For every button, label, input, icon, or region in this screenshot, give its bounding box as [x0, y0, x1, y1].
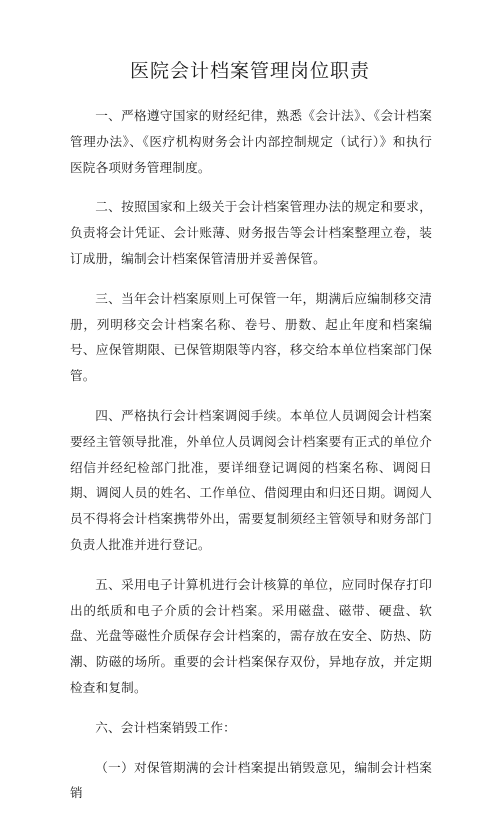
paragraph-7: （一）对保管期满的会计档案提出销毁意见，编制会计档案销 [70, 759, 432, 801]
paragraph-2: 二、按照国家和上级关于会计档案管理办法的规定和要求，负责将会计凭证、会计账薄、财务报告等会计档案整理立卷，装订成册，编制会计档案保管清册并妥善保管。 [70, 199, 432, 266]
paragraph-6: 六、会计档案销毁工作： [95, 719, 236, 735]
document-body [70, 103, 432, 820]
paragraph-1: 一、严格遵守国家的财经纪律，熟悉《会计法》、《会计档案管理办法》、《医疗机构财务会计内部控制规定（试行）》和执行医院各项财务管理制度。 [70, 108, 432, 175]
document-title: 医院会计档案管理岗位职责 [129, 60, 370, 82]
paragraph-5: 五、采用电子计算机进行会计核算的单位，应同时保存打印出的纸质和电子介质的会计档案。采用磁盘、磁带、硬盘、软盘、光盘等磁性介质保存会计档案的，需存放在安全、防热、防潮、防磁的场所。重要的会计档案保存双份，异地存放，并定期检查和复制。 [70, 576, 432, 695]
paragraph-4: 四、严格执行会计档案调阅手续。本单位人员调阅会计档案要经主管领导批准，外单位人员调阅会计档案要有正式的单位介绍信并经纪检部门批准，要详细登记调阅的档案名称、调阅日期、调阅人员的姓名、工作单位、借阅理由和归还日期。调阅人员不得将会计档案携带外出，需要复制须经主管领导和财务部门负责人批准并进行登记。 [70, 407, 432, 552]
paragraph-3: 三、当年会计档案原则上可保管一年，期满后应编制移交清册，列明移交会计档案名称、卷号、册数、起止年度和档案编号、应保管期限、已保管期限等内容，移交给本单位档案部门保管。 [70, 290, 432, 384]
